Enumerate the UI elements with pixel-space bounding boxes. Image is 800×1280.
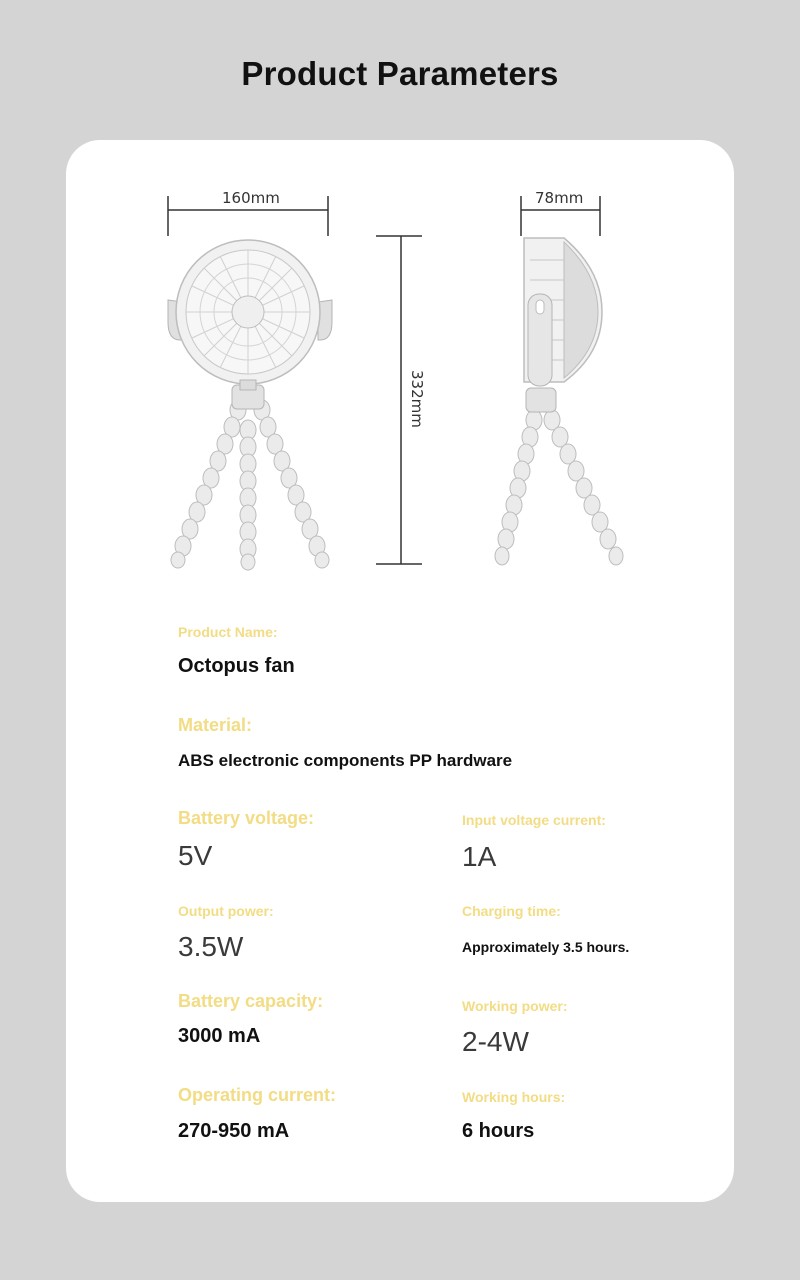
depth-dimension-label: 78mm (535, 189, 584, 207)
fan-side-view-image (490, 230, 630, 575)
input-voltage-current-value: 1A (462, 841, 497, 872)
battery-capacity-label: Battery capacity: (178, 991, 324, 1011)
charging-time-label: Charging time: (462, 903, 561, 919)
working-hours-value: 6 hours (462, 1120, 535, 1142)
output-power-label: Output power: (178, 903, 274, 919)
battery-voltage-label: Battery voltage: (178, 808, 315, 828)
working-power-label: Working power: (462, 998, 568, 1014)
charging-time-value: Approximately 3.5 hours. (462, 939, 630, 955)
product-name-value: Octopus fan (178, 655, 295, 677)
fan-front-view-image (160, 230, 340, 575)
material-label: Material: (178, 715, 253, 735)
battery-voltage-value: 5V (178, 840, 213, 871)
height-dimension-label: 332mm (408, 370, 426, 428)
page-title: Product Parameters (241, 55, 559, 92)
input-voltage-current-label: Input voltage current: (462, 812, 606, 828)
material-value: ABS electronic components PP hardware (178, 751, 513, 770)
width-dimension-label: 160mm (222, 189, 280, 207)
working-hours-label: Working hours: (462, 1089, 566, 1105)
working-power-value: 2-4W (462, 1026, 529, 1057)
operating-current-value: 270-950 mA (178, 1120, 290, 1142)
product-name-label: Product Name: (178, 624, 278, 640)
battery-capacity-value: 3000 mA (178, 1025, 261, 1047)
output-power-value: 3.5W (178, 931, 244, 962)
operating-current-label: Operating current: (178, 1085, 337, 1105)
